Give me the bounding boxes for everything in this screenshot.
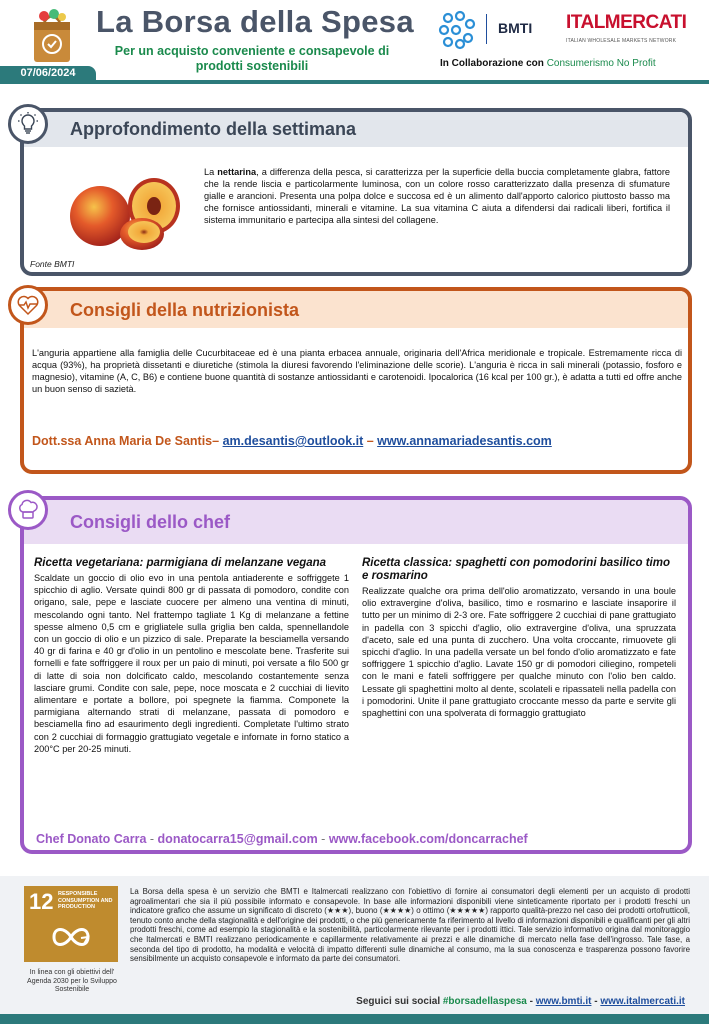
nettarina-text-body: , a differenza della pesca, si caratterizza per la superficie della buccia completamente glabra, fattore che la rende liscia e particolarmente luminosa, con un colore rosso caratterizzato dalla presenza di sfumature gialle e arancioni. Presenta una polpa dolce e succosa ed è un alimento dall'apporto calorico piuttosto basso ma che fornisce antiossidanti, minerali e vitamine. La sua vitamina C aiuta a difendersi dai radicali liberi, fortifica il sistema immunitario e partecipa alla sintesi del collagene. — [204, 167, 670, 225]
page-subtitle: Per un acquisto conveniente e consapevole di prodotti sostenibili — [114, 44, 390, 73]
separator: - — [317, 832, 329, 846]
italmercati-logo-text: ITALMERCATI — [566, 12, 687, 33]
chef-signature — [36, 832, 528, 846]
separator: – — [363, 434, 378, 448]
bmti-logo-text: BMTI — [498, 20, 533, 36]
approfondimento-header-band — [24, 112, 688, 147]
sdg-label: RESPONSIBLE CONSUMPTION AND PRODUCTION — [58, 891, 113, 910]
social-line — [356, 996, 685, 1007]
recipe-vegetarian-title: Ricetta vegetariana: parmigiana di melanzane vegana — [34, 557, 327, 569]
recipe-classic-title: Ricetta classica: spaghetti con pomodorini basilico timo e rosmarino — [362, 557, 671, 582]
heart-pulse-icon-badge — [8, 285, 48, 325]
nutrizionista-email-link[interactable]: am.desantis@outlook.it — [222, 434, 364, 448]
heart-pulse-icon — [16, 293, 40, 317]
social-hashtag: #borsadellaspesa — [442, 996, 527, 1007]
recipe-classic — [362, 557, 676, 719]
nutrizionista-signature — [32, 434, 552, 448]
separator: - — [526, 996, 536, 1007]
collab-prefix: In Collaborazione con — [440, 58, 547, 69]
footer-disclaimer: La Borsa della spesa è un servizio che BMTI e Italmercati realizzano con l'obiettivo di fornire ai consumatori degli elementi per un acquisto di prodotti agroalimentari che sia il più possibile informato e consapevole. In base alle informazioni disponibili viene sinteticamente riportato per i prodotti freschi un indicatore grafico che assume un significato di discreto (★★★), buono (★★★★) o ottimo (★★★★★) rapporto qualità-prezzo nel caso dei prodotti ortofrutticoli, tenuto conto anche della stagionalità e dell'origine dei prodotti, o che più genericamente fa riferimento al livello di informazioni disponibili e qualificanti per gli altri prodotti freschi, come ad esempio la stagionalità e la sostenibilità, particolarmente rilevante per i prodotti ittici. Tale servizio informativo origina dal monitoraggio che Italmercati e BMTI realizzano periodicamente e capillarmente relativamente ai prezzi e alle dinamiche di mercato nella fase dell'ingrosso. Tale fase, a seconda del tipo di prodotto, ha modalità e velocità di impatto differenti sulle dinamiche al consumo, ma la sua conoscenza e trasparenza possono favorire sensibilmente un acquisto consapevole e informato da parte dei consumatori. — [130, 887, 690, 964]
shopping-bag-logo-icon — [30, 8, 74, 64]
header-rule — [0, 80, 709, 84]
sdg-12-badge — [24, 886, 118, 962]
bmti-logo-icon — [436, 10, 476, 50]
nettarina-text-pre: La — [204, 167, 218, 177]
italmercati-website-link[interactable]: www.italmercati.it — [600, 996, 685, 1007]
chef-facebook-link[interactable]: www.facebook.com/doncarrachef — [328, 832, 528, 846]
recipe-classic-text: Realizzate qualche ora prima dell'olio aromatizzato, versando in una boule olio extravergine d'oliva, basilico, timo e rosmarino e lasciate insaporire il tutto per un minimo di 2-3 ore. Fate soffriggere 2 cucchiai di pane grattugiato in padella con 3 spicchi d'aglio, olio extravergine d'oliva, una spruzzata d'aceto, sale ed una punta di zucchero. Una volta croccante, rimuovete gli spicchi d'aglio. In una padella versate un bel fondo d'olio aromatizzato e fate soffriggere 1 spicchio d'aglio. Lavate 150 gr di pomodori ciliegino, rompeteli con le mani e fateli soffriggere per qualche minuto con l'olio ben caldo. Lessate gli spaghettini molto al dente, scolateli e ripassateli nella padella con i pomodorini. Unite il pane grattugiato croccante messo da parte e servite gli spaghettini con una spolverata di formaggio grattugiato — [362, 586, 676, 719]
chef-hat-icon — [16, 498, 40, 522]
separator: - — [146, 832, 158, 846]
approfondimento-title: Approfondimento della settimana — [70, 119, 357, 139]
sdg-note: In linea con gli obiettivi dell' Agenda 2030 per lo Sviluppo Sostenibile — [27, 969, 117, 993]
nutrizionista-text: L'anguria appartiene alla famiglia delle Cucurbitaceae ed è una pianta erbacea annuale, originaria dell'Africa meridionale e tropicale. Estremamente ricca di acqua (93%), ha proprietà dissetanti e diuretiche (stimola la diuresi favorendo l'eliminazione delle scorie). L'anguria è ricca in sali minerali (potassio, fosforo e magnesio), vitamine (A, C, B6) e contiene buone quantità di sostanze antiossidanti e carotenoidi. Ipocalorica (16 kcal per 100 gr.), è adatta a tutti ed offre anche un buon senso di sazietà. — [32, 348, 682, 394]
collab-partner: Consumerismo No Profit — [546, 58, 656, 69]
issue-date: 07/06/2024 — [0, 66, 96, 81]
chef-header-band — [24, 500, 688, 544]
nutrizionista-title: Consigli della nutrizionista — [70, 300, 300, 320]
nettarina-description — [204, 166, 670, 226]
nutrizionista-header-band — [24, 291, 688, 328]
social-prefix: Seguici sui social — [356, 996, 443, 1007]
chef-title: Consigli dello chef — [70, 512, 231, 532]
collaboration-line — [440, 58, 656, 69]
lightbulb-icon-badge — [8, 104, 48, 144]
italmercati-logo-subtext: ITALIAN WHOLESALE MARKETS NETWORK — [566, 38, 677, 44]
header — [0, 0, 709, 80]
lightbulb-icon — [16, 112, 40, 136]
chef-name: Chef Donato Carra — [36, 832, 147, 846]
page-title: La Borsa della Spesa — [96, 4, 414, 39]
nettarina-keyword: nettarina — [217, 167, 257, 177]
nectarine-image — [66, 168, 184, 254]
bmti-website-link[interactable]: www.bmti.it — [535, 996, 592, 1007]
separator: – — [212, 434, 223, 448]
infinity-icon — [51, 922, 91, 952]
image-source: Fonte BMTI — [30, 259, 75, 269]
chef-email-link[interactable]: donatocarra15@gmail.com — [157, 832, 318, 846]
separator: - — [591, 996, 601, 1007]
nutrizionista-author: Dott.ssa Anna Maria De Santis — [32, 434, 213, 448]
footer-bottom-rule — [0, 1014, 709, 1024]
chef-hat-icon-badge — [8, 490, 48, 530]
nutrizionista-website-link[interactable]: www.annamariadesantis.com — [377, 434, 552, 448]
sdg-number: 12 — [29, 889, 54, 914]
recipe-vegetarian — [34, 557, 349, 755]
logo-divider — [486, 14, 487, 44]
recipe-vegetarian-text: Scaldate un goccio di olio evo in una pentola antiaderente e soffriggete 1 spicchio di aglio. Versate quindi 800 gr di passata di pomodoro, condite con origano, sale, pepe e lasciate cuocere per almeno una ventina di minuti, mescolando ogni tanto. Nel frattempo tagliate 1 Kg di melanzane a fettine spesse almeno 0,5 cm e grigliatele sulla griglia ben calda, spennellandole con un goccio di olio e un pizzico di sale. Preparate la besciamella versando 40 gr di farina e 40 gr d'olio in un pentolino e mescolate bene. Trasferite sui fornelli e fate soffriggere il roux per un paio di minuti, poi versate a filo 500 gr di latte di soia non dolcificato caldo, mescolando costantemente senza lasciare grumi. Condite con sale, pepe, noce moscata e 2 cucchiai di lievito alimentare e portate a bollore, poi spegnete la fiamma. Componete la parmigiana alternando strati di melanzane, passata di pomodoro e besciamella fino ad esaurimento degli ingredienti. Completate l'ultimo strato con 2 cucchiai di formaggio grattugiato vegetale e infornate in forno statico a 200°C per 20-25 minuti. — [34, 573, 349, 754]
